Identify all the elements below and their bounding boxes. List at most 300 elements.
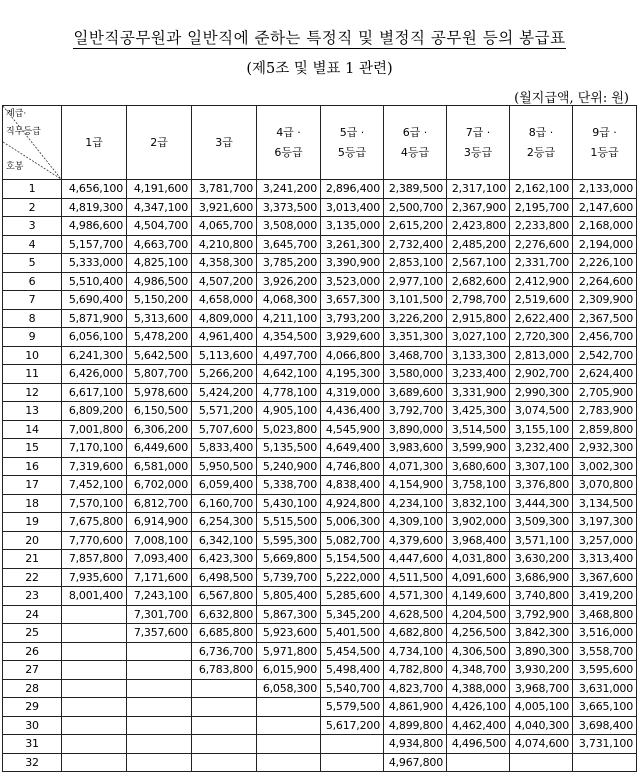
salary-cell: 5,498,400 — [321, 661, 384, 680]
salary-cell — [62, 753, 127, 772]
salary-cell: 7,170,100 — [62, 439, 127, 458]
salary-cell: 2,331,700 — [510, 254, 573, 273]
salary-cell: 3,890,000 — [384, 420, 447, 439]
salary-cell: 4,649,400 — [321, 439, 384, 458]
step-number-cell: 23 — [3, 587, 62, 606]
salary-cell: 4,065,700 — [192, 217, 257, 236]
column-header: 5급 · 5등급 — [321, 106, 384, 180]
salary-cell: 3,929,600 — [321, 328, 384, 347]
salary-cell — [62, 642, 127, 661]
salary-cell — [192, 698, 257, 717]
table-row — [3, 661, 637, 680]
salary-cell: 3,523,000 — [321, 272, 384, 291]
salary-cell: 5,285,600 — [321, 587, 384, 606]
salary-cell: 4,256,500 — [447, 624, 510, 643]
salary-cell: 6,567,800 — [192, 587, 257, 606]
salary-cell: 5,642,500 — [127, 346, 192, 365]
salary-cell: 5,739,700 — [257, 568, 321, 587]
step-number-cell: 24 — [3, 605, 62, 624]
salary-cell: 4,040,300 — [510, 716, 573, 735]
salary-cell: 5,950,500 — [192, 457, 257, 476]
salary-cell: 3,135,000 — [321, 217, 384, 236]
salary-cell: 3,630,200 — [510, 550, 573, 569]
table-row — [3, 753, 637, 772]
salary-cell: 5,150,200 — [127, 291, 192, 310]
salary-cell: 2,485,200 — [447, 235, 510, 254]
header-row — [3, 106, 637, 180]
column-header: 7급 · 3등급 — [447, 106, 510, 180]
step-number-cell: 6 — [3, 272, 62, 291]
salary-cell: 4,154,900 — [384, 476, 447, 495]
salary-cell — [127, 716, 192, 735]
salary-cell: 4,091,600 — [447, 568, 510, 587]
column-header: 2급 — [127, 106, 192, 180]
salary-cell: 6,306,200 — [127, 420, 192, 439]
salary-cell: 3,902,000 — [447, 513, 510, 532]
salary-cell: 6,914,900 — [127, 513, 192, 532]
salary-cell: 3,645,700 — [257, 235, 321, 254]
table-row — [3, 605, 637, 624]
salary-cell: 4,778,100 — [257, 383, 321, 402]
salary-cell: 4,823,700 — [384, 679, 447, 698]
step-number-cell: 14 — [3, 420, 62, 439]
salary-cell: 4,545,900 — [321, 420, 384, 439]
salary-cell: 3,731,100 — [573, 735, 637, 754]
column-header: 9급 · 1등급 — [573, 106, 637, 180]
salary-cell — [192, 716, 257, 735]
salary-cell: 4,462,400 — [447, 716, 510, 735]
table-row — [3, 420, 637, 439]
salary-cell: 3,740,800 — [510, 587, 573, 606]
table-row — [3, 716, 637, 735]
salary-cell: 5,266,200 — [192, 365, 257, 384]
step-number-cell: 31 — [3, 735, 62, 754]
salary-cell: 7,301,700 — [127, 605, 192, 624]
salary-cell: 4,426,100 — [447, 698, 510, 717]
salary-cell: 3,580,000 — [384, 365, 447, 384]
salary-cell: 3,373,500 — [257, 198, 321, 217]
salary-cell: 3,070,800 — [573, 476, 637, 495]
salary-cell: 5,510,400 — [62, 272, 127, 291]
salary-cell: 6,632,800 — [192, 605, 257, 624]
salary-cell: 3,134,500 — [573, 494, 637, 513]
salary-cell: 4,497,700 — [257, 346, 321, 365]
table-row — [3, 457, 637, 476]
table-row — [3, 624, 637, 643]
salary-cell: 6,617,100 — [62, 383, 127, 402]
salary-cell: 6,056,100 — [62, 328, 127, 347]
step-number-cell: 10 — [3, 346, 62, 365]
salary-cell — [62, 735, 127, 754]
salary-cell: 5,006,300 — [321, 513, 384, 532]
pay-table-body — [3, 180, 637, 772]
salary-cell: 3,351,300 — [384, 328, 447, 347]
salary-cell: 4,068,300 — [257, 291, 321, 310]
salary-cell: 2,615,200 — [384, 217, 447, 236]
salary-cell: 3,307,100 — [510, 457, 573, 476]
salary-cell: 5,154,500 — [321, 550, 384, 569]
salary-cell: 2,977,100 — [384, 272, 447, 291]
table-row — [3, 642, 637, 661]
salary-cell: 4,306,500 — [447, 642, 510, 661]
salary-cell: 5,595,300 — [257, 531, 321, 550]
salary-cell: 3,468,800 — [573, 605, 637, 624]
salary-cell: 6,812,700 — [127, 494, 192, 513]
salary-cell: 3,331,900 — [447, 383, 510, 402]
column-header: 8급 · 2등급 — [510, 106, 573, 180]
salary-cell: 4,211,100 — [257, 309, 321, 328]
step-number-cell: 30 — [3, 716, 62, 735]
table-row — [3, 513, 637, 532]
salary-cell: 2,783,900 — [573, 402, 637, 421]
step-number-cell: 18 — [3, 494, 62, 513]
salary-cell — [127, 698, 192, 717]
salary-cell: 3,665,100 — [573, 698, 637, 717]
salary-cell — [257, 753, 321, 772]
salary-cell — [62, 679, 127, 698]
salary-cell: 5,313,600 — [127, 309, 192, 328]
salary-cell: 4,861,900 — [384, 698, 447, 717]
table-row — [3, 439, 637, 458]
step-number-cell: 32 — [3, 753, 62, 772]
salary-cell: 5,430,100 — [257, 494, 321, 513]
pay-table — [2, 105, 637, 772]
salary-cell: 3,595,600 — [573, 661, 637, 680]
salary-cell: 7,093,400 — [127, 550, 192, 569]
salary-cell — [510, 753, 573, 772]
salary-cell: 3,689,600 — [384, 383, 447, 402]
salary-cell: 5,617,200 — [321, 716, 384, 735]
salary-cell: 6,581,000 — [127, 457, 192, 476]
salary-cell: 5,579,500 — [321, 698, 384, 717]
salary-cell: 6,809,200 — [62, 402, 127, 421]
salary-cell: 6,702,000 — [127, 476, 192, 495]
salary-cell: 2,317,100 — [447, 180, 510, 199]
salary-cell: 3,758,100 — [447, 476, 510, 495]
salary-cell: 2,896,400 — [321, 180, 384, 199]
salary-cell: 5,871,900 — [62, 309, 127, 328]
salary-cell — [127, 661, 192, 680]
salary-cell — [447, 753, 510, 772]
salary-cell — [257, 735, 321, 754]
salary-cell: 4,571,300 — [384, 587, 447, 606]
salary-cell: 4,210,800 — [192, 235, 257, 254]
salary-cell: 4,642,100 — [257, 365, 321, 384]
document-title: 일반직공무원과 일반직에 준하는 특정직 및 별정직 공무원 등의 봉급표 — [73, 29, 566, 47]
document-subtitle: (제5조 및 별표 1 관련) — [246, 61, 393, 77]
salary-cell: 3,367,600 — [573, 568, 637, 587]
salary-cell: 3,468,700 — [384, 346, 447, 365]
salary-cell: 6,015,900 — [257, 661, 321, 680]
salary-cell: 2,367,500 — [573, 309, 637, 328]
salary-cell: 5,240,900 — [257, 457, 321, 476]
salary-cell: 3,261,300 — [321, 235, 384, 254]
step-number-cell: 9 — [3, 328, 62, 347]
salary-cell: 7,319,600 — [62, 457, 127, 476]
salary-cell: 4,071,300 — [384, 457, 447, 476]
salary-cell: 6,736,700 — [192, 642, 257, 661]
salary-cell: 3,155,100 — [510, 420, 573, 439]
salary-cell: 5,923,600 — [257, 624, 321, 643]
salary-cell: 7,935,600 — [62, 568, 127, 587]
salary-cell: 4,961,400 — [192, 328, 257, 347]
salary-cell: 4,348,700 — [447, 661, 510, 680]
table-row — [3, 309, 637, 328]
salary-cell: 2,932,300 — [573, 439, 637, 458]
step-number-cell: 17 — [3, 476, 62, 495]
salary-cell: 4,379,600 — [384, 531, 447, 550]
step-number-cell: 5 — [3, 254, 62, 273]
salary-cell: 7,001,800 — [62, 420, 127, 439]
salary-cell: 3,571,100 — [510, 531, 573, 550]
step-number-cell: 19 — [3, 513, 62, 532]
column-header: 6급 · 4등급 — [384, 106, 447, 180]
salary-cell: 2,720,300 — [510, 328, 573, 347]
salary-cell — [192, 679, 257, 698]
salary-cell: 7,171,600 — [127, 568, 192, 587]
salary-cell: 2,226,100 — [573, 254, 637, 273]
salary-cell: 6,254,300 — [192, 513, 257, 532]
salary-cell: 3,508,000 — [257, 217, 321, 236]
salary-cell: 2,813,000 — [510, 346, 573, 365]
salary-cell: 4,031,800 — [447, 550, 510, 569]
salary-cell: 5,515,500 — [257, 513, 321, 532]
salary-cell: 6,426,000 — [62, 365, 127, 384]
corner-header — [3, 106, 62, 180]
table-row — [3, 328, 637, 347]
salary-cell — [192, 735, 257, 754]
salary-cell — [127, 753, 192, 772]
salary-cell: 4,967,800 — [384, 753, 447, 772]
salary-cell: 5,023,800 — [257, 420, 321, 439]
salary-cell — [127, 735, 192, 754]
salary-cell: 4,319,000 — [321, 383, 384, 402]
salary-cell: 3,232,400 — [510, 439, 573, 458]
salary-cell: 3,444,300 — [510, 494, 573, 513]
salary-cell: 3,631,000 — [573, 679, 637, 698]
salary-cell — [127, 679, 192, 698]
salary-cell: 5,135,500 — [257, 439, 321, 458]
salary-cell: 7,357,600 — [127, 624, 192, 643]
table-row — [3, 679, 637, 698]
salary-cell: 3,599,900 — [447, 439, 510, 458]
table-row — [3, 272, 637, 291]
table-row — [3, 587, 637, 606]
salary-cell: 6,783,800 — [192, 661, 257, 680]
salary-cell: 3,686,900 — [510, 568, 573, 587]
salary-cell: 2,194,000 — [573, 235, 637, 254]
salary-cell: 4,005,100 — [510, 698, 573, 717]
step-number-cell: 21 — [3, 550, 62, 569]
table-row — [3, 531, 637, 550]
salary-cell: 2,147,600 — [573, 198, 637, 217]
salary-cell: 2,542,700 — [573, 346, 637, 365]
salary-cell: 3,376,800 — [510, 476, 573, 495]
salary-cell: 5,424,200 — [192, 383, 257, 402]
salary-cell: 7,570,100 — [62, 494, 127, 513]
table-row — [3, 494, 637, 513]
salary-cell: 2,500,700 — [384, 198, 447, 217]
salary-cell: 5,690,400 — [62, 291, 127, 310]
salary-cell: 3,657,300 — [321, 291, 384, 310]
step-number-cell: 11 — [3, 365, 62, 384]
salary-cell: 4,819,300 — [62, 198, 127, 217]
salary-cell: 2,682,600 — [447, 272, 510, 291]
salary-cell: 6,423,300 — [192, 550, 257, 569]
salary-cell: 2,264,600 — [573, 272, 637, 291]
salary-cell: 4,663,700 — [127, 235, 192, 254]
salary-cell: 2,902,700 — [510, 365, 573, 384]
salary-cell: 3,509,300 — [510, 513, 573, 532]
salary-cell: 6,160,700 — [192, 494, 257, 513]
salary-cell: 5,345,200 — [321, 605, 384, 624]
salary-cell: 5,669,800 — [257, 550, 321, 569]
salary-cell: 5,867,300 — [257, 605, 321, 624]
salary-cell: 4,746,800 — [321, 457, 384, 476]
salary-cell: 6,150,500 — [127, 402, 192, 421]
salary-cell: 4,899,800 — [384, 716, 447, 735]
salary-cell: 4,986,500 — [127, 272, 192, 291]
salary-cell: 3,425,300 — [447, 402, 510, 421]
salary-cell: 4,504,700 — [127, 217, 192, 236]
salary-cell: 4,234,100 — [384, 494, 447, 513]
column-header: 3급 — [192, 106, 257, 180]
salary-cell: 2,798,700 — [447, 291, 510, 310]
salary-cell: 2,276,600 — [510, 235, 573, 254]
salary-cell: 6,342,100 — [192, 531, 257, 550]
salary-cell: 3,002,300 — [573, 457, 637, 476]
table-row — [3, 402, 637, 421]
table-row — [3, 476, 637, 495]
table-row — [3, 550, 637, 569]
salary-cell: 2,456,700 — [573, 328, 637, 347]
step-number-cell: 3 — [3, 217, 62, 236]
salary-cell — [321, 753, 384, 772]
salary-cell: 7,008,100 — [127, 531, 192, 550]
salary-cell — [62, 624, 127, 643]
corner-step-label: 호봉 — [6, 162, 24, 172]
salary-cell: 4,986,600 — [62, 217, 127, 236]
salary-cell: 5,333,000 — [62, 254, 127, 273]
step-number-cell: 13 — [3, 402, 62, 421]
salary-cell: 3,133,300 — [447, 346, 510, 365]
salary-cell: 5,978,600 — [127, 383, 192, 402]
step-number-cell: 25 — [3, 624, 62, 643]
table-row — [3, 735, 637, 754]
salary-cell: 5,540,700 — [321, 679, 384, 698]
salary-cell: 4,825,100 — [127, 254, 192, 273]
salary-cell: 3,027,100 — [447, 328, 510, 347]
salary-cell: 2,732,400 — [384, 235, 447, 254]
salary-cell: 4,149,600 — [447, 587, 510, 606]
salary-cell: 3,792,700 — [384, 402, 447, 421]
salary-cell: 2,859,800 — [573, 420, 637, 439]
salary-cell: 3,101,500 — [384, 291, 447, 310]
salary-cell: 2,853,100 — [384, 254, 447, 273]
salary-cell: 3,390,900 — [321, 254, 384, 273]
salary-cell: 4,496,500 — [447, 735, 510, 754]
table-row — [3, 235, 637, 254]
salary-cell: 4,682,800 — [384, 624, 447, 643]
step-number-cell: 15 — [3, 439, 62, 458]
salary-cell: 6,241,300 — [62, 346, 127, 365]
salary-cell: 4,809,000 — [192, 309, 257, 328]
salary-cell: 4,436,400 — [321, 402, 384, 421]
salary-cell — [257, 698, 321, 717]
salary-cell: 6,449,600 — [127, 439, 192, 458]
step-number-cell: 8 — [3, 309, 62, 328]
salary-cell: 4,924,800 — [321, 494, 384, 513]
salary-cell: 5,401,500 — [321, 624, 384, 643]
salary-cell: 3,793,200 — [321, 309, 384, 328]
salary-cell: 3,514,500 — [447, 420, 510, 439]
salary-cell: 3,832,100 — [447, 494, 510, 513]
salary-cell — [127, 642, 192, 661]
step-number-cell: 28 — [3, 679, 62, 698]
salary-cell: 3,558,700 — [573, 642, 637, 661]
salary-cell: 2,389,500 — [384, 180, 447, 199]
salary-cell: 3,313,400 — [573, 550, 637, 569]
table-row — [3, 698, 637, 717]
salary-cell: 3,698,400 — [573, 716, 637, 735]
column-header: 1급 — [62, 106, 127, 180]
salary-cell: 2,412,900 — [510, 272, 573, 291]
salary-cell: 5,478,200 — [127, 328, 192, 347]
salary-cell: 3,921,600 — [192, 198, 257, 217]
table-row — [3, 180, 637, 199]
corner-grade-label: 계급· — [6, 109, 27, 119]
salary-cell: 4,782,800 — [384, 661, 447, 680]
salary-cell: 3,226,200 — [384, 309, 447, 328]
salary-cell: 4,734,100 — [384, 642, 447, 661]
salary-cell: 3,197,300 — [573, 513, 637, 532]
salary-cell: 5,157,700 — [62, 235, 127, 254]
salary-cell: 4,934,800 — [384, 735, 447, 754]
salary-cell: 4,309,100 — [384, 513, 447, 532]
salary-cell: 3,233,400 — [447, 365, 510, 384]
salary-cell: 4,658,000 — [192, 291, 257, 310]
step-number-cell: 27 — [3, 661, 62, 680]
salary-cell: 2,622,400 — [510, 309, 573, 328]
salary-cell: 4,507,200 — [192, 272, 257, 291]
salary-cell: 3,930,200 — [510, 661, 573, 680]
salary-cell: 3,680,600 — [447, 457, 510, 476]
salary-cell — [257, 716, 321, 735]
salary-cell: 2,233,800 — [510, 217, 573, 236]
table-row — [3, 291, 637, 310]
salary-cell: 3,842,300 — [510, 624, 573, 643]
step-number-cell: 26 — [3, 642, 62, 661]
step-number-cell: 22 — [3, 568, 62, 587]
salary-cell: 3,516,000 — [573, 624, 637, 643]
table-row — [3, 568, 637, 587]
salary-cell: 2,990,300 — [510, 383, 573, 402]
salary-cell: 3,241,200 — [257, 180, 321, 199]
salary-cell: 5,113,600 — [192, 346, 257, 365]
salary-cell: 5,222,000 — [321, 568, 384, 587]
salary-cell: 2,705,900 — [573, 383, 637, 402]
salary-cell: 6,059,400 — [192, 476, 257, 495]
salary-cell: 5,707,600 — [192, 420, 257, 439]
salary-cell: 2,309,900 — [573, 291, 637, 310]
salary-cell: 7,243,100 — [127, 587, 192, 606]
salary-cell: 4,388,000 — [447, 679, 510, 698]
table-row — [3, 198, 637, 217]
salary-cell: 4,074,600 — [510, 735, 573, 754]
salary-cell — [321, 735, 384, 754]
salary-cell: 4,511,500 — [384, 568, 447, 587]
table-row — [3, 217, 637, 236]
